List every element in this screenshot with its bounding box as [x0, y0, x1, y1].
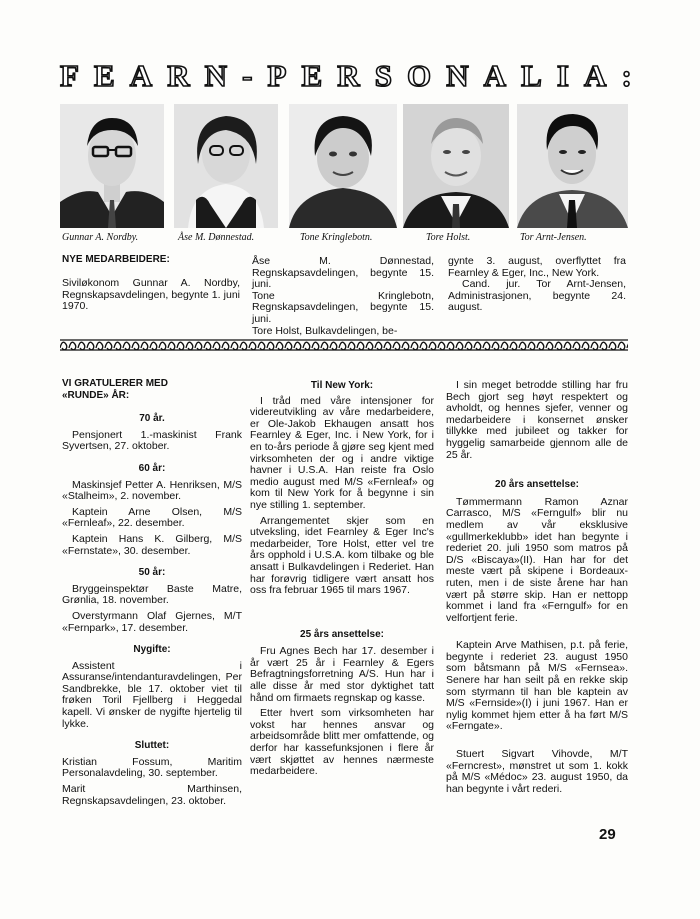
title-letter: A: [483, 58, 507, 93]
title-letter: R: [167, 58, 190, 93]
text-column: [252, 256, 434, 337]
text-column: [62, 378, 242, 807]
portrait-photo: [60, 104, 164, 228]
title-letter: A: [584, 58, 607, 93]
portrait-photo: [174, 104, 278, 228]
title-letter: A: [129, 58, 153, 93]
paragraph: Fru Agnes Bech har 17. desember i år vært 25 år i Fearnley & Egers Befragtningsforretning A/S. Hun har i alle disse år med stor dyktighet tatt hånd om firmaets regnskap og kasse.: [250, 645, 434, 704]
section-heading: 25 års ansettelse:: [300, 628, 384, 640]
portrait-photo: [403, 104, 509, 228]
page-title: [60, 58, 632, 94]
subheading: 50 år:: [138, 567, 166, 579]
subheading: Nygifte:: [133, 644, 171, 656]
section-heading: NYE MEDARBEIDERE:: [62, 254, 170, 265]
section-heading: 20 års ansettelse:: [495, 479, 579, 491]
subheading: Sluttet:: [134, 740, 170, 752]
subheading: 60 år:: [138, 462, 166, 474]
section-heading: VI GRATULERER MED: [62, 378, 168, 389]
caption: Tor Arnt-Jensen.: [520, 232, 587, 243]
title-letter: -: [242, 58, 253, 93]
title-letter: F: [60, 58, 79, 93]
portrait-row: [60, 104, 628, 228]
title-letter: E: [94, 58, 115, 93]
text-column: [446, 380, 628, 795]
paragraph: Assistent i Assuranse/intendanturavdelingen, Per Sandbrekke, ble 17. oktober viet til frøken Toril Fjellberg i Heggedal kapell. Vi ønsker de nygifte hjertelig til lykke.: [62, 659, 242, 730]
page-number: 29: [599, 826, 616, 843]
text-column: [448, 256, 626, 314]
paragraph: Tone Kringlebotn, Regnskapsavdelingen, begynte 15. juni.: [252, 289, 434, 325]
title-letter: R: [337, 58, 360, 93]
subheading: 70 år.: [139, 413, 165, 425]
paragraph: Arrangementet skjer som en utveksling, idet Fearnley & Eger Inc's medarbeider, Tore Holst, etter vel tre års opphold i U.S.A. kom tilbake og ble ansatt i Bulkavdelingen i Rederiet. Han har forøvrig tidligere vært ansatt hos oss fra februar 1965 til mars 1967.: [250, 514, 434, 597]
paragraph: Kaptein Arne Olsen, M/S «Fernleaf», 22. desember.: [62, 505, 242, 530]
caption: Gunnar A. Nordby.: [62, 232, 139, 243]
text-column: [250, 380, 434, 778]
paragraph: I tråd med våre intensjoner for videreutvikling av våre medarbeidere, er Ole-Jakob Ekhaugen ansatt hos Fearnley & Eger, Inc. i New York, for i en to-års periode å gjøre seg kjent med virksomheten der og i andre viktige havner i U.S.A. Han reiste fra Oslo medio august med M/S «Fernleaf» og kom til New York for å begynne i sin nye stilling 1. september.: [250, 394, 434, 511]
paragraph: Tore Holst, Bulkavdelingen, be-: [252, 324, 398, 337]
paragraph: Cand. jur. Tor Arnt-Jensen, Administrasjonen, begynte 24. august.: [448, 278, 626, 314]
paragraph: Tømmermann Ramon Aznar Carrasco, M/S «Ferngulf» blir nu medlem av vår eksklusive «gullmerkeklubb» idet han begynte i rederiet 20. juli 1950 som matros på D/S «Biscaya»(II). Han har for det meste vært på skipene i Bordeaux-ruten, men i de siste årene har han vært på større skip. Han er nettopp kommet i land fra «Ferngulf» for en velfortjent ferie.: [446, 495, 628, 624]
title-letter: I: [556, 58, 569, 93]
paragraph: Kristian Fossum, Maritim Personalavdeling, 30. september.: [62, 755, 242, 780]
paragraph: Åse M. Dønnestad, Regnskapsavdelingen, begynte 15. juni.: [252, 255, 434, 291]
title-letter: O: [407, 58, 432, 93]
section-heading: Til New York:: [310, 380, 374, 391]
title-letter: N: [204, 58, 228, 93]
title-letter: S: [374, 58, 392, 93]
paragraph: gynte 3. august, overflyttet fra Fearnley & Eger, Inc., New York.: [448, 255, 626, 279]
paragraph: Kaptein Arve Mathisen, p.t. på ferie, begynte i rederiet 23. august 1950 som båtsmann på M/S «Fernsea». Senere har han seilt på en rekke skip som styrmann til han ble kaptein av M/S «Fernside»(I) i juni 1967. Han er nylig kommet hjem etter å ha ført M/S «Ferngate».: [446, 639, 628, 733]
title-letter: N: [446, 58, 469, 93]
portrait-photo: [289, 104, 397, 228]
paragraph: Stuert Sigvart Vihovde, M/T «Ferncrest», mønstret ut som 1. kokk på M/S «Médoc» 23. august 1950, da han begynte i vårt rederi.: [446, 748, 628, 795]
title-letter: L: [521, 58, 542, 93]
paragraph: Bryggeinspektør Baste Matre, Grønlia, 18. november.: [62, 582, 242, 607]
title-letter: E: [301, 58, 323, 93]
title-letter: :: [621, 58, 632, 93]
portrait-captions: [60, 232, 628, 248]
portrait-photo: [517, 104, 628, 228]
decorative-border: [60, 338, 628, 352]
paragraph: Marit Marthinsen, Regnskapsavdelingen, 23. oktober.: [62, 783, 242, 807]
caption: Tore Holst.: [426, 232, 471, 243]
paragraph: Siviløkonom Gunnar A. Nordby, Regnskapsavdelingen, begynte 1. juni 1970.: [62, 277, 240, 313]
caption: Åse M. Dønnestad.: [178, 232, 255, 243]
paragraph: I sin meget betrodde stilling har fru Bech gjort seg høyt respektert og avholdt, og hennes sjefer, venner og medarbeidere i konsernet ønsker tillykke med jubileet og takker for hyggelig samarbeide gjennom alle de 25 år.: [446, 379, 628, 461]
caption: Tone Kringlebotn.: [300, 232, 373, 243]
paragraph: Overstyrmann Olaf Gjernes, M/T «Fernpark», 17. desember.: [62, 609, 242, 634]
title-letter: P: [267, 58, 287, 93]
paragraph: Kaptein Hans K. Gilberg, M/S «Fernstate», 30. desember.: [62, 532, 242, 557]
paragraph: Maskinsjef Petter A. Henriksen, M/S «Stalheim», 2. november.: [62, 478, 242, 503]
section-heading: «RUNDE» ÅR:: [62, 389, 130, 401]
paragraph: Pensjonert 1.-maskinist Frank Syvertsen, 27. oktober.: [62, 428, 242, 453]
paragraph: Etter hvert som virksomheten har vokst har hennes ansvar og arbeidsområde blitt mer omfattende, og derfor har kassefunksjonen i flere år vært skjøttet av hennes nærmeste medarbeidere.: [250, 707, 434, 778]
